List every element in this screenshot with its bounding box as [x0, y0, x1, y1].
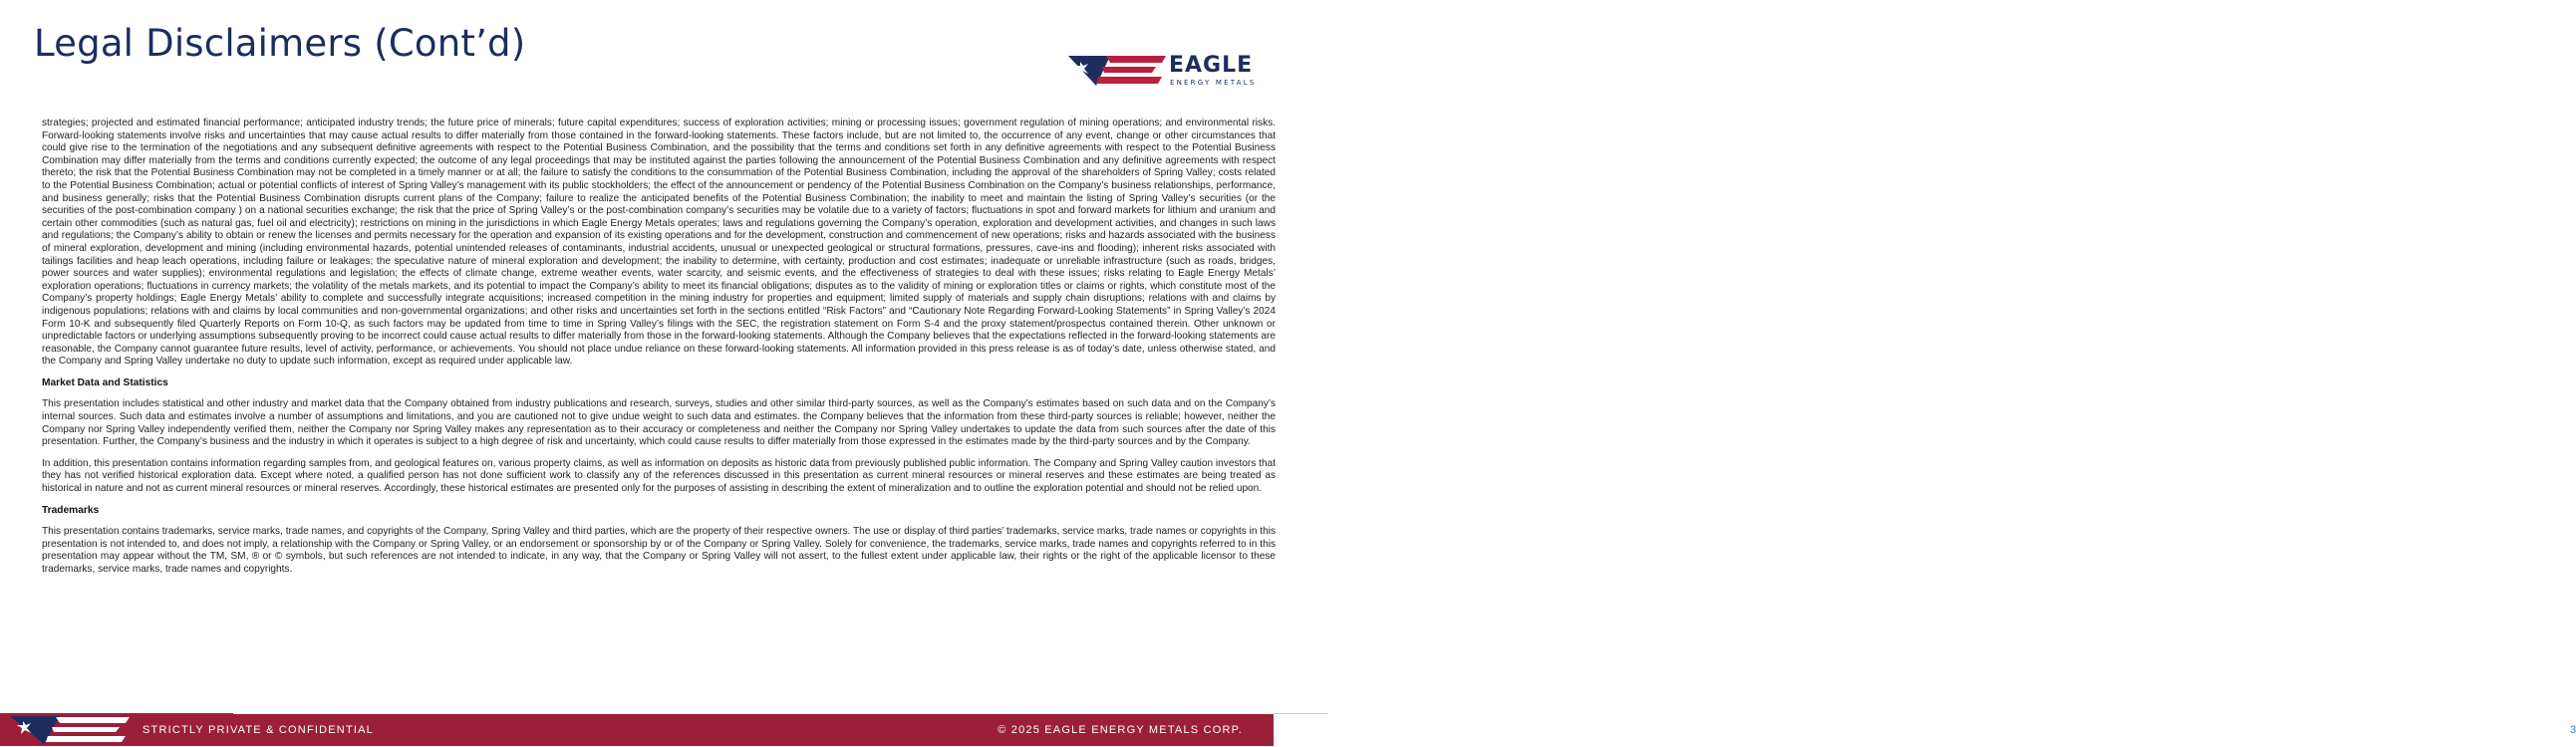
footer-eagle-flag-icon — [8, 714, 130, 745]
copyright-label: © 2025 EAGLE ENERGY METALS CORP. — [998, 724, 1243, 736]
market-data-heading: Market Data and Statistics — [42, 376, 168, 388]
disclaimer-body — [42, 118, 1276, 586]
confidential-label: STRICTLY PRIVATE & CONFIDENTIAL — [143, 724, 374, 736]
footer-divider — [233, 713, 1328, 714]
logo-wordmark: EAGLE — [1169, 53, 1254, 78]
footer-bar — [0, 713, 2576, 746]
eagle-energy-metals-logo — [1066, 52, 1276, 92]
market-data-paragraph-1: This presentation includes statistical and other industry and market data that the Company obtained from industry publications and research, surveys, studies and other similar third-party sources, as well as the Company’s estimates based on such data and on the Company’s internal sources. Such data and estimates involve a number of assumptions and limitations, and you are cautioned not to give undue weight to such data and estimates. the Company believes that the information from these third-party sources is reliable; however, neither the Company nor Spring Valley independently verified them, neither the Company nor Spring Valley makes any representation as to their accuracy or completeness and neither the Company nor Spring Valley undertakes to update the data from such sources after the date of this presentation. Further, the Company’s business and the industry in which it operates is subject to a high degree of risk and uncertainty, which could cause results to differ materially from those expressed in the estimates made by the third-party sources and by the Company. — [42, 398, 1276, 448]
page-title: Legal Disclaimers (Cont’d) — [34, 22, 526, 65]
logo-subtitle: ENERGY METALS — [1170, 79, 1257, 87]
market-data-paragraph-2: In addition, this presentation contains information regarding samples from, and geological features on, various property claims, as well as information on deposits as historic data from previously published public information. The Company and Spring Valley caution investors that they has not verified historical exploration data. Except where noted, a qualified person has not done sufficient work to classify any of the references discussed in this presentation as current mineral resources or mineral reserves and these estimates are being treated as historical in nature and not as current mineral resources or mineral reserves. Accordingly, these historical estimates are presented only for the purposes of assisting in describing the extent of mineralization and to outline the exploration potential and should not be relied upon. — [42, 457, 1276, 495]
eagle-flag-icon — [1066, 52, 1166, 88]
forward-looking-paragraph: strategies; projected and estimated financial performance; anticipated industry trends; the future price of minerals; future capital expenditures; success of exploration activities; mining or processing issues; government regulation of mining operations; and environmental risks. Forward-looking statements involve risks and uncertainties that may cause actual results to differ materially from those contained in the forward-looking statements. These factors include, but are not limited to, the occurrence of any event, change or other circumstances that could give rise to the termination of the negotiations and any subsequent definitive agreements with respect to the Potential Business Combination, and the possibility that the terms and conditions set forth in any definitive agreements with respect to the Potential Business Combination may differ materially from the terms and conditions currently expected; the outcome of any legal proceedings that may be instituted against the parties following the announcement of the Potential Business Combination and any definitive agreements with respect thereto; the risk that the Potential Business Combination may not be completed in a timely manner or at all; the failure to satisfy the conditions to the consummation of the Potential Business Combination, including the approval of the shareholders of Spring Valley; costs related to the Potential Business Combination; actual or potential conflicts of interest of Spring Valley’s management with its public stockholders; the effect of the announcement or pendency of the Potential Business Combination on the Company’s business relationships, performance, and business generally; risks that the Potential Business Combination disrupts current plans of the Company; failure to realize the anticipated benefits of the Potential Business Combination; the inability to meet and maintain the listing of Spring Valley’s securities (or the securities of the post-combination company ) on a national securities exchange; the risk that the price of Spring Valley’s or the post-combination company’s securities may be volatile due to a variety of factors; fluctuations in spot and forward markets for lithium and uranium and certain other commodities (such as natural gas, fuel oil and electricity); restrictions on mining in the jurisdictions in which Eagle Energy Metals operates; laws and regulations governing the Company’s operation, exploration and development activities, and changes in such laws and regulations; the Company’s ability to obtain or renew the licenses and permits necessary for the operation and expansion of its existing operations and for the development, construction and commencement of new operations; risks and hazards associated with the business of mineral exploration, development and mining (including environmental hazards, potential unintended releases of contaminants, industrial accidents, unusual or unexpected geological or structural formations, pressures, cave-ins and flooding); inherent risks associated with tailings facilities and heap leach operations, including failure or leakages; the speculative nature of mineral exploration and development; the inability to determine, with certainty, production and cost estimates; inadequate or unreliable infrastructure (such as roads, bridges, power sources and water supplies); environmental regulations and legislation; the effects of climate change, extreme weather events, water scarcity, and seismic events, and the effectiveness of strategies to deal with these issues; risks relating to Eagle Energy Metals’ exploration operations; fluctuations in currency markets; the volatility of the metals markets, and its potential to impact the Company’s ability to meet its financial obligations; disputes as to the validity of mining or exploration titles or claims or rights, which constitute most of the Company’s property holdings; Eagle Energy Metals’ ability to complete and successfully integrate acquisitions; increased competition in the mining industry for properties and equipment; limited supply of materials and supply chain disruptions; relations with and claims by indigenous populations; relations with and claims by local communities and non-governmental organizations; and other risks and uncertainties set forth in the sections entitled “Risk Factors” and “Cautionary Note Regarding Forward-Looking Statements” in Spring Valley’s 2024 Form 10-K and subsequently filed Quarterly Reports on Form 10-Q, as such factors may be updated from time to time in Spring Valley’s filings with the SEC, the registration statement on Form S-4 and the proxy statement/prospectus contained therein. Other unknown or unpredictable factors or underlying assumptions subsequently proving to be incorrect could cause actual results to differ materially from those in the forward-looking statements. Although the Company believes that the expectations reflected in the forward-looking statements are reasonable, the Company cannot guarantee future results, level of activity, performance, or achievements. You should not place undue reliance on these forward-looking statements. All information provided in this press release is as of today’s date, unless otherwise stated, and the Company and Spring Valley undertake no duty to update such information, except as required under applicable law. — [42, 118, 1276, 368]
page-number: 3 — [2570, 724, 2576, 736]
trademarks-paragraph: This presentation contains trademarks, service marks, trade names, and copyrights of the Company, Spring Valley and third parties, which are the property of their respective owners. The use or display of third parties’ trademarks, service marks, trade names or copyrights in this presentation is not intended to, and does not imply, a relationship with the Company or Spring Valley, or an endorsement or sponsorship by or of the Company or Spring Valley. Solely for convenience, the trademarks, service marks, trade names and copyrights referred to in this presentation may appear without the TM, SM, ® or © symbols, but such references are not intended to indicate, in any way, that the Company or Spring Valley will not assert, to the fullest extent under applicable law, their rights or the right of the applicable licensor to these trademarks, service marks, trade names and copyrights. — [42, 526, 1276, 575]
trademarks-heading: Trademarks — [42, 504, 100, 516]
page-number-box — [1274, 713, 2576, 747]
